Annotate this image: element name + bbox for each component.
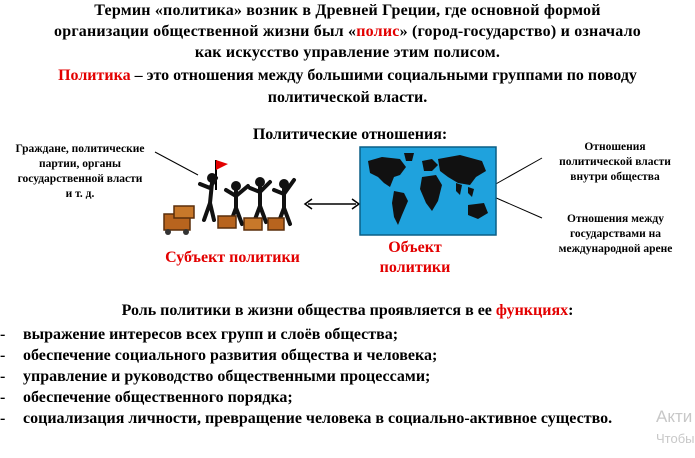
- inside-note-line: политической власти: [559, 156, 671, 168]
- between-note-line: государствами на: [569, 228, 662, 240]
- object-label: [360, 238, 470, 278]
- between-note-line: международной арене: [558, 243, 673, 255]
- list-item: [0, 345, 650, 366]
- list-item-text: выражение интересов всех групп и слоёв общества;: [23, 326, 399, 343]
- functions-list: [0, 324, 650, 429]
- intro-line-2-end: » (город-государство) и означало: [399, 23, 641, 40]
- list-bullet: -: [0, 410, 6, 427]
- inside-connector-line: [494, 158, 542, 185]
- object-label-line: Объект: [388, 239, 442, 256]
- functions-highlight: функциях: [495, 302, 569, 319]
- relations-between-note: [538, 212, 693, 257]
- intro-line-1: Термин «политика» возник в Древней Греции, где основной формой: [94, 2, 601, 19]
- list-item: [0, 324, 650, 345]
- intro-line-2-start: организации общественной жизни был «: [54, 23, 357, 40]
- subjects-note-line: и т. д.: [65, 188, 95, 200]
- list-item: [0, 408, 650, 429]
- object-label-line: политики: [379, 259, 451, 276]
- list-bullet: -: [0, 368, 6, 385]
- subjects-note-line: Граждане, политические: [15, 143, 145, 155]
- between-connector-line: [494, 197, 542, 218]
- functions-intro: [0, 302, 695, 320]
- people-group-icon: [160, 158, 310, 238]
- definition-text: – это отношения между большими социальными группами по поводу: [130, 67, 637, 84]
- between-note-line: Отношения между: [567, 213, 664, 225]
- functions-intro-text: Роль политики в жизни общества проявляется в ее: [121, 302, 496, 319]
- subjects-note-line: партии, органы: [39, 158, 121, 170]
- list-item-text: социализация личности, превращение человека в социально-активное существо.: [23, 410, 613, 427]
- list-bullet: -: [0, 326, 6, 343]
- list-item: [0, 366, 650, 387]
- list-bullet: -: [0, 389, 6, 406]
- relations-inside-note: [540, 140, 690, 185]
- relations-title: Политические отношения:: [252, 126, 448, 143]
- inside-note-line: внутри общества: [570, 171, 660, 183]
- world-map-icon: [360, 147, 496, 235]
- list-item-text: обеспечение социального развития общества и человека;: [23, 347, 438, 364]
- list-item-text: управление и руководство общественными процессами;: [23, 368, 431, 385]
- intro-line-3: как искусство управление этим полисом.: [194, 44, 501, 61]
- list-item: [0, 387, 650, 408]
- list-bullet: -: [0, 347, 6, 364]
- watermark-line-2: Чтобы: [656, 431, 695, 446]
- watermark-line-1: Акти: [656, 407, 693, 426]
- inside-note-line: Отношения: [584, 141, 646, 153]
- definition-line-2: политической власти.: [267, 89, 428, 106]
- list-item-text: обеспечение общественного порядка;: [23, 389, 293, 406]
- polis-highlight: полис: [356, 23, 400, 40]
- subjects-note-line: государственной власти: [17, 173, 143, 185]
- subject-label: Субъект политики: [165, 249, 300, 266]
- double-arrow-icon: [302, 197, 362, 211]
- functions-intro-end: :: [568, 302, 574, 319]
- activation-watermark: [656, 406, 695, 450]
- definition-term: Политика: [58, 67, 131, 84]
